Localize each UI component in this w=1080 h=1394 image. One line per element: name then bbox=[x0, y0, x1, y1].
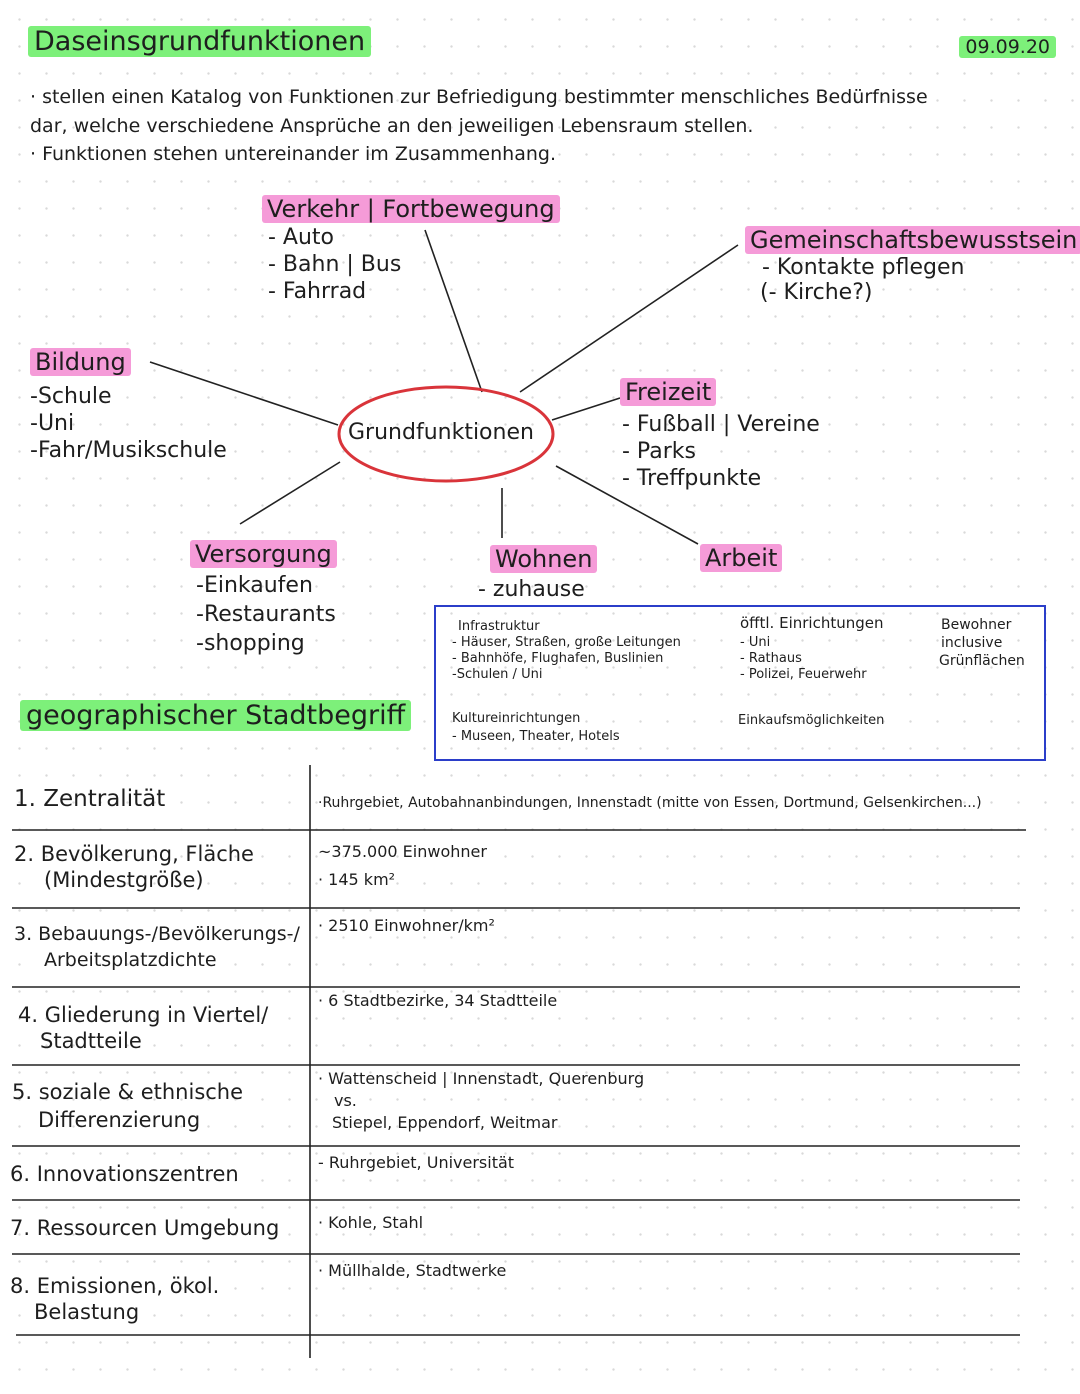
node-freizeit-item: - Parks bbox=[622, 439, 696, 464]
row-value: · 6 Stadtbezirke, 34 Stadtteile bbox=[318, 991, 558, 1010]
row-value: - Ruhrgebiet, Universität bbox=[318, 1153, 515, 1172]
node-freizeit-title: Freizeit bbox=[620, 378, 716, 406]
node-bildung-item: -Fahr/Musikschule bbox=[30, 438, 227, 463]
box-kultur-item: - Museen, Theater, Hotels bbox=[452, 729, 620, 744]
row-label: 7. Ressourcen Umgebung bbox=[10, 1216, 280, 1240]
box-kultur-title: Kultureinrichtungen bbox=[452, 711, 581, 726]
node-versorgung-item: -Einkaufen bbox=[196, 573, 313, 598]
row-value: · Müllhalde, Stadtwerke bbox=[318, 1261, 507, 1280]
row-value: ·Ruhrgebiet, Autobahnanbindungen, Innenstadt (mitte von Essen, Dortmund, Gelsenkirchen...) bbox=[318, 795, 982, 811]
box-bewohner-line: inclusive bbox=[941, 635, 1003, 651]
node-bildung-item: -Uni bbox=[30, 411, 75, 436]
section-title-geo: geographischer Stadtbegriff bbox=[20, 700, 411, 731]
box-oeffentl-title: öfftl. Einrichtungen bbox=[740, 614, 884, 632]
node-freizeit-item: - Fußball | Vereine bbox=[622, 412, 820, 437]
box-infra-item: - Häuser, Straßen, große Leitungen bbox=[452, 635, 681, 650]
center-label: Grundfunktionen bbox=[348, 420, 534, 445]
row-value: vs. bbox=[334, 1091, 357, 1110]
node-gemeinschaft-item: - Kontakte pflegen bbox=[762, 255, 965, 280]
intro-line-1: · stellen einen Katalog von Funktionen zur Befriedigung bestimmter menschliches Bedürfnisse bbox=[30, 86, 928, 108]
row-label: 4. Gliederung in Viertel/ bbox=[18, 1003, 269, 1027]
node-wohnen-title: Wohnen bbox=[490, 545, 597, 573]
box-oeffentl-item: - Rathaus bbox=[740, 651, 802, 666]
row-value: · Kohle, Stahl bbox=[318, 1213, 424, 1232]
box-infra-title: Infrastruktur bbox=[458, 619, 540, 634]
node-gemeinschaft-title: Gemeinschaftsbewusstsein bbox=[745, 226, 1080, 254]
row-label: 3. Bebauungs-/Bevölkerungs-/ bbox=[14, 923, 300, 945]
node-bildung-item: -Schule bbox=[30, 384, 112, 409]
row-value: · Wattenscheid | Innenstadt, Querenburg bbox=[318, 1069, 645, 1088]
box-oeffentl-item: - Polizei, Feuerwehr bbox=[740, 667, 867, 682]
box-bewohner-line: Bewohner bbox=[941, 617, 1012, 633]
row-value: Stiepel, Eppendorf, Weitmar bbox=[332, 1113, 558, 1132]
intro-line-3: · Funktionen stehen untereinander im Zusammenhang. bbox=[30, 143, 556, 165]
box-oeffentl-item: - Uni bbox=[740, 635, 771, 650]
row-label: Arbeitsplatzdichte bbox=[44, 949, 217, 971]
node-bildung-title: Bildung bbox=[30, 348, 131, 376]
row-label: Differenzierung bbox=[38, 1108, 201, 1132]
box-bewohner-line: Grünflächen bbox=[939, 653, 1025, 669]
row-label: Stadtteile bbox=[40, 1029, 142, 1053]
box-infra-item: -Schulen / Uni bbox=[452, 667, 543, 682]
row-label: Belastung bbox=[34, 1300, 140, 1324]
node-versorgung-title: Versorgung bbox=[190, 540, 337, 568]
row-value: · 145 km² bbox=[318, 870, 396, 889]
intro-line-2: dar, welche verschiedene Ansprüche an den jeweiligen Lebensraum stellen. bbox=[30, 115, 754, 137]
row-label: 2. Bevölkerung, Fläche bbox=[14, 842, 254, 866]
row-label: (Mindestgröße) bbox=[44, 868, 204, 892]
node-verkehr-item: - Bahn | Bus bbox=[268, 252, 402, 277]
row-label: 1. Zentralität bbox=[14, 786, 166, 812]
node-verkehr-item: - Auto bbox=[268, 225, 335, 250]
node-verkehr-item: - Fahrrad bbox=[268, 279, 367, 304]
node-versorgung-item: -Restaurants bbox=[196, 602, 336, 627]
date: 09.09.20 bbox=[959, 36, 1056, 58]
box-einkauf: Einkaufsmöglichkeiten bbox=[738, 713, 885, 728]
node-freizeit-item: - Treffpunkte bbox=[622, 466, 762, 491]
page-title: Daseinsgrundfunktionen bbox=[28, 26, 371, 57]
box-infra-item: - Bahnhöfe, Flughafen, Buslinien bbox=[452, 651, 664, 666]
node-wohnen-item: - zuhause bbox=[478, 577, 585, 602]
row-value: ~375.000 Einwohner bbox=[318, 842, 487, 861]
node-arbeit-title: Arbeit bbox=[700, 544, 782, 572]
node-versorgung-item: -shopping bbox=[196, 631, 305, 656]
row-label: 8. Emissionen, ökol. bbox=[10, 1274, 220, 1298]
row-value: · 2510 Einwohner/km² bbox=[318, 916, 495, 935]
row-label: 6. Innovationszentren bbox=[10, 1162, 239, 1186]
row-label: 5. soziale & ethnische bbox=[12, 1080, 244, 1104]
node-gemeinschaft-item: (- Kirche?) bbox=[760, 280, 873, 305]
node-verkehr-title: Verkehr | Fortbewegung bbox=[262, 195, 560, 223]
